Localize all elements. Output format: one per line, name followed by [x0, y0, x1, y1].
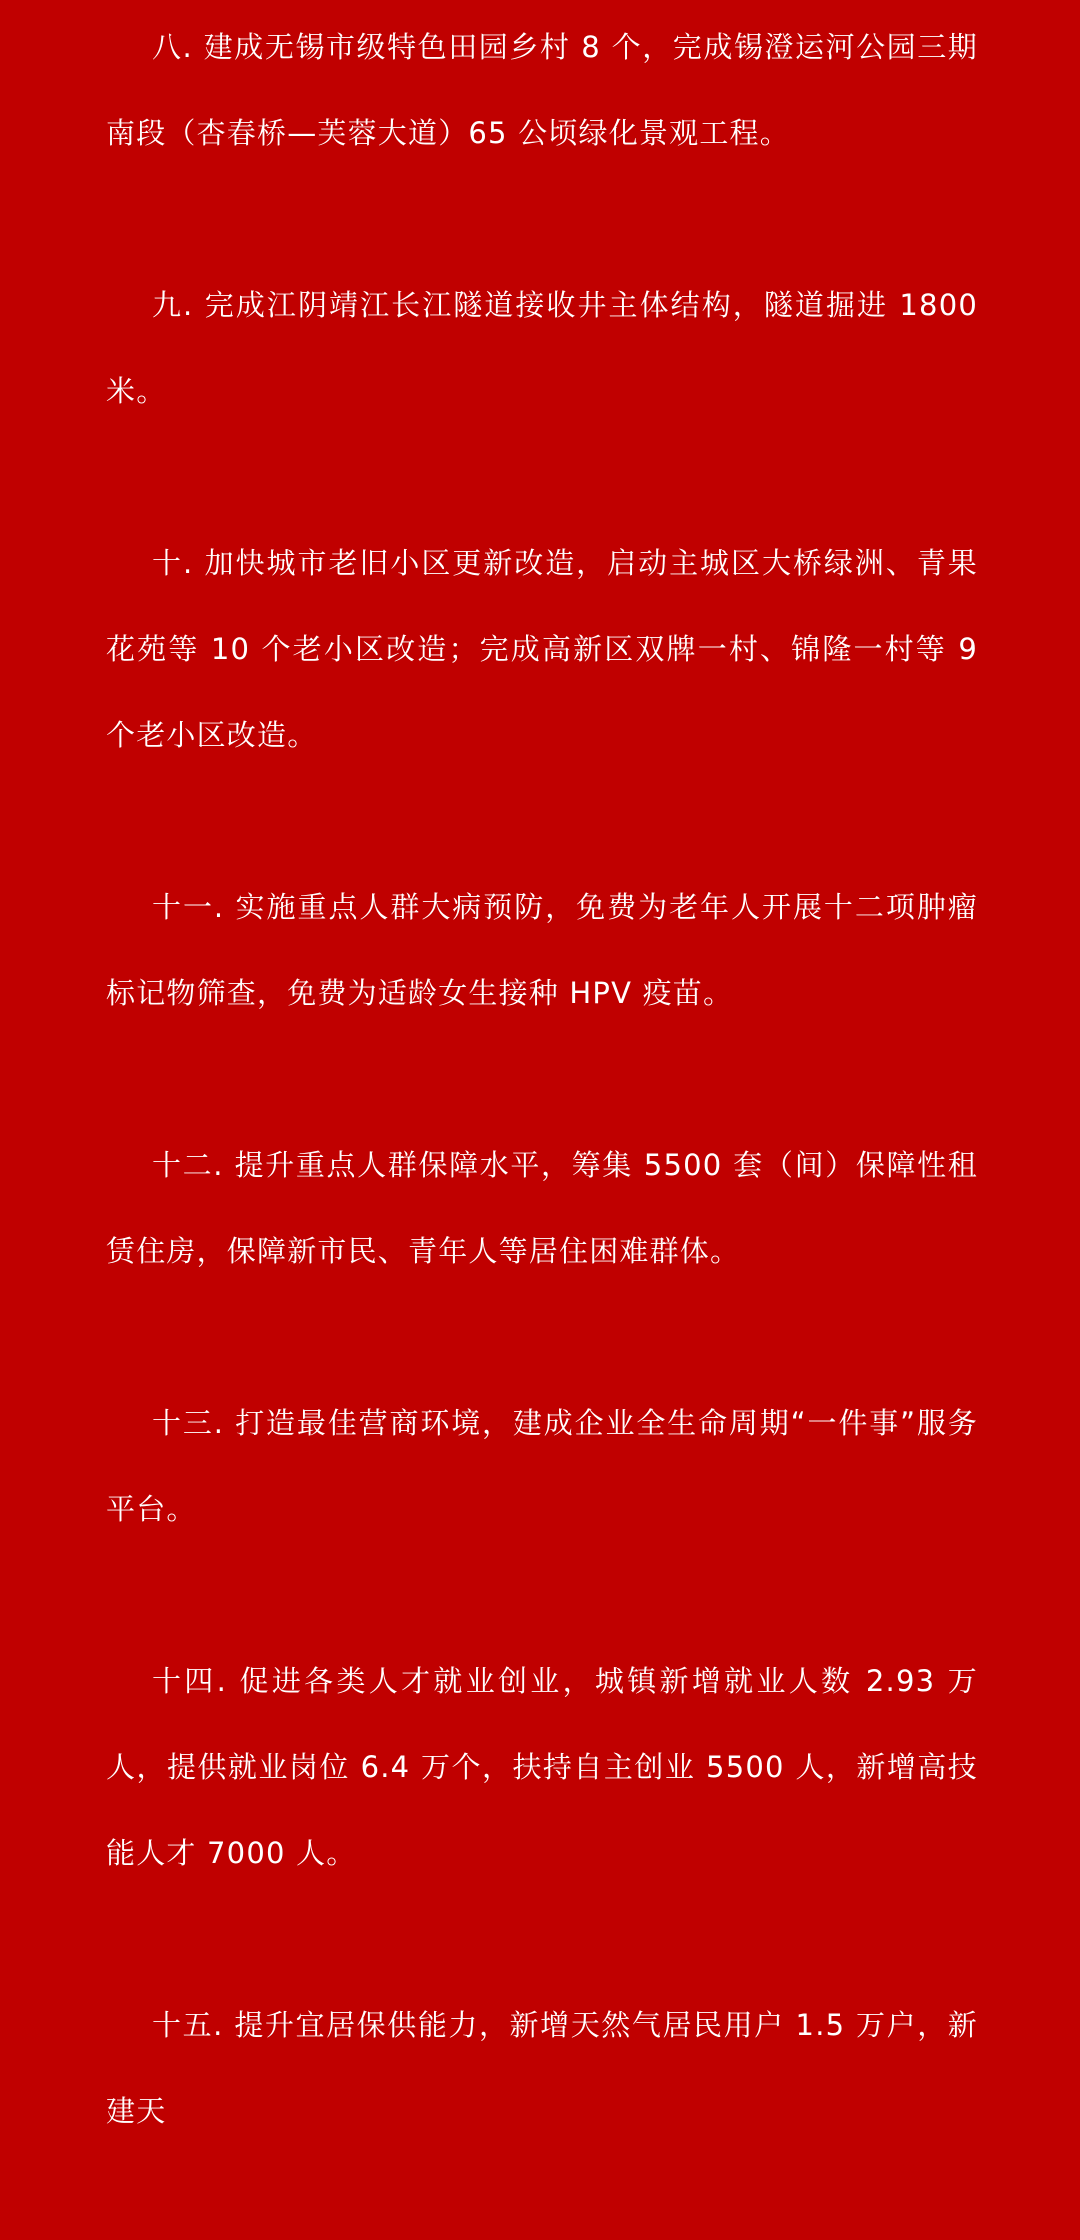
document-body [106, 4, 978, 2240]
item-8-paragraph: 八. 建成无锡市级特色田园乡村 8 个，完成锡澄运河公园三期南段（杏春桥—芙蓉大道）65 公顷绿化景观工程。 [106, 30, 978, 150]
item-12-paragraph: 十二. 提升重点人群保障水平，筹集 5500 套（间）保障性租赁住房，保障新市民、青年人等居住困难群体。 [106, 1148, 978, 1268]
item-14-paragraph: 十四. 促进各类人才就业创业，城镇新增就业人数 2.93 万人，提供就业岗位 6.4 万个，扶持自主创业 5500 人，新增高技能人才 7000 人。 [106, 1664, 978, 1870]
item-15-paragraph: 十五. 提升宜居保供能力，新增天然气居民用户 1.5 万户，新建天 [106, 2008, 978, 2128]
item-11-paragraph: 十一. 实施重点人群大病预防，免费为老年人开展十二项肿瘤标记物筛查，免费为适龄女生接种 HPV 疫苗。 [106, 890, 978, 1010]
item-13-paragraph: 十三. 打造最佳营商环境，建成企业全生命周期“一件事”服务平台。 [106, 1406, 978, 1526]
item-9-paragraph: 九. 完成江阴靖江长江隧道接收井主体结构，隧道掘进 1800 米。 [106, 288, 978, 408]
item-10-paragraph: 十. 加快城市老旧小区更新改造，启动主城区大桥绿洲、青果花苑等 10 个老小区改造；完成高新区双牌一村、锦隆一村等 9 个老小区改造。 [106, 546, 978, 752]
